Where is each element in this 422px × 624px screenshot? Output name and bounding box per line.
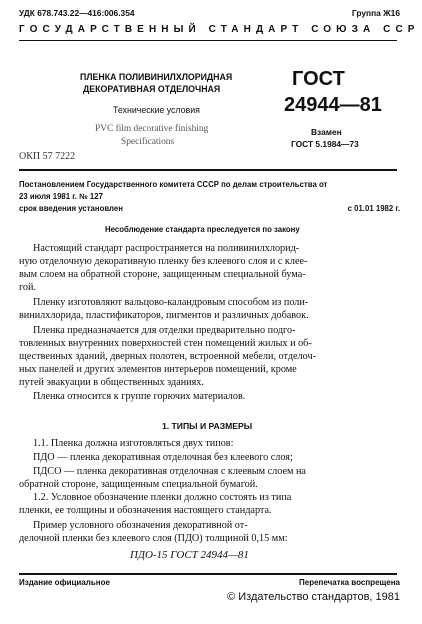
- decree-line-2: 23 июля 1981 г. № 127: [19, 192, 103, 201]
- official-edition-label: Издание официальное: [19, 578, 110, 587]
- english-title-line-2: Specifications: [121, 137, 175, 147]
- text-line: делочной пленки без клеевого слоя (ПДО) толщиной 0,15 мм:: [19, 532, 288, 544]
- subtitle: Технические условия: [113, 105, 200, 115]
- copyright-notice: © Издательство стандартов, 1981: [227, 591, 400, 603]
- udc-code: УДК 678.743.22—416:006.354: [19, 8, 135, 18]
- type-pdso: [19, 466, 397, 492]
- group-code: Группа Ж16: [351, 8, 400, 18]
- gost-label: ГОСТ: [292, 68, 345, 90]
- designation-example-intro: [19, 520, 397, 546]
- text-line: ных панелей и других элементов интерьеров помещений, кроме: [19, 363, 297, 375]
- text-line: Настоящий стандарт распространяется на поливинилхлорид-: [33, 243, 300, 254]
- section-1-heading: 1. ТИПЫ И РАЗМЕРЫ: [162, 421, 253, 431]
- text-line: путей эвакуации в общественных зданиях.: [19, 376, 204, 388]
- text-line: вым слоем на обратной стороне, защищенным специальной бума-: [19, 268, 306, 280]
- standard-line: ГОСУДАРСТВЕННЫЙ СТАНДАРТ СОЮЗА ССР: [19, 24, 420, 35]
- text-line: ную отделочную декоративную пленку без клеевого слоя и с клее-: [19, 255, 308, 267]
- text-line: ПДО — пленка декоративная отделочная без клеевого слоя;: [33, 452, 293, 463]
- text-line: Пример условного обозначения декоративной от-: [33, 520, 248, 531]
- footer-rule: [19, 573, 397, 575]
- gost-number: 24944—81: [284, 94, 382, 116]
- text-line: винилхлорида, пластификаторов, пигментов и различных добавок.: [19, 309, 309, 321]
- decree-line-1: Постановлением Государственного комитета СССР по делам строительства от: [19, 180, 328, 189]
- clause-1-1: [19, 438, 397, 451]
- title-line-1: ПЛЕНКА ПОЛИВИНИЛХЛОРИДНАЯ: [80, 72, 233, 82]
- intro-paragraph-3: [19, 325, 397, 390]
- reprint-prohibited-label: Перепечатка воспрещена: [299, 578, 400, 587]
- text-line: пленки, ее толщины и обозначения настоящего стандарта.: [19, 504, 272, 516]
- type-pdo: [19, 452, 397, 465]
- text-line: ПДСО — пленка декоративная отделочная с клеевым слоем на: [33, 466, 306, 477]
- clause-1-2: [19, 492, 397, 518]
- decree-line-3: срок введения установлен: [19, 204, 123, 213]
- okp-code: ОКП 57 7222: [19, 151, 76, 162]
- text-line: товленных внутренних поверхностей стен помещений жилых и об-: [19, 337, 312, 349]
- replaces-label: Взамен: [311, 127, 342, 137]
- text-line: Пленку изготовляют вальцово-каландровым способом из поли-: [33, 297, 309, 308]
- title-rule: [19, 169, 397, 171]
- text-line: 1.2. Условное обозначение пленки должно состоять из типа: [33, 492, 292, 503]
- decree-date: с 01.01 1982 г.: [347, 204, 400, 213]
- replaces-value: ГОСТ 5.1984—73: [291, 139, 359, 149]
- text-line: 1.1. Пленка должна изготовляться двух типов:: [33, 438, 234, 449]
- text-line: гой.: [19, 281, 37, 293]
- intro-paragraph-1: [19, 243, 397, 295]
- text-line: обратной стороне, защищенным специальной бумагой.: [19, 478, 258, 490]
- intro-paragraph-4: [19, 391, 397, 404]
- text-line: щественных зданий, дверных полотен, встроенной мебели, отделоч-: [19, 350, 316, 362]
- designation-example: ПДО-15 ГОСТ 24944—81: [130, 549, 249, 561]
- header-rule: [19, 40, 397, 41]
- text-line: Пленка относится к группе горючих материалов.: [33, 391, 246, 402]
- intro-paragraph-2: [19, 297, 397, 323]
- title-line-2: ДЕКОРАТИВНАЯ ОТДЕЛОЧНАЯ: [83, 84, 221, 94]
- english-title-line-1: PVC film decorative finishing: [95, 124, 209, 134]
- legal-warning: Несоблюдение стандарта преследуется по закону: [105, 225, 300, 234]
- text-line: Пленка предназначается для отделки предварительно подго-: [33, 325, 296, 336]
